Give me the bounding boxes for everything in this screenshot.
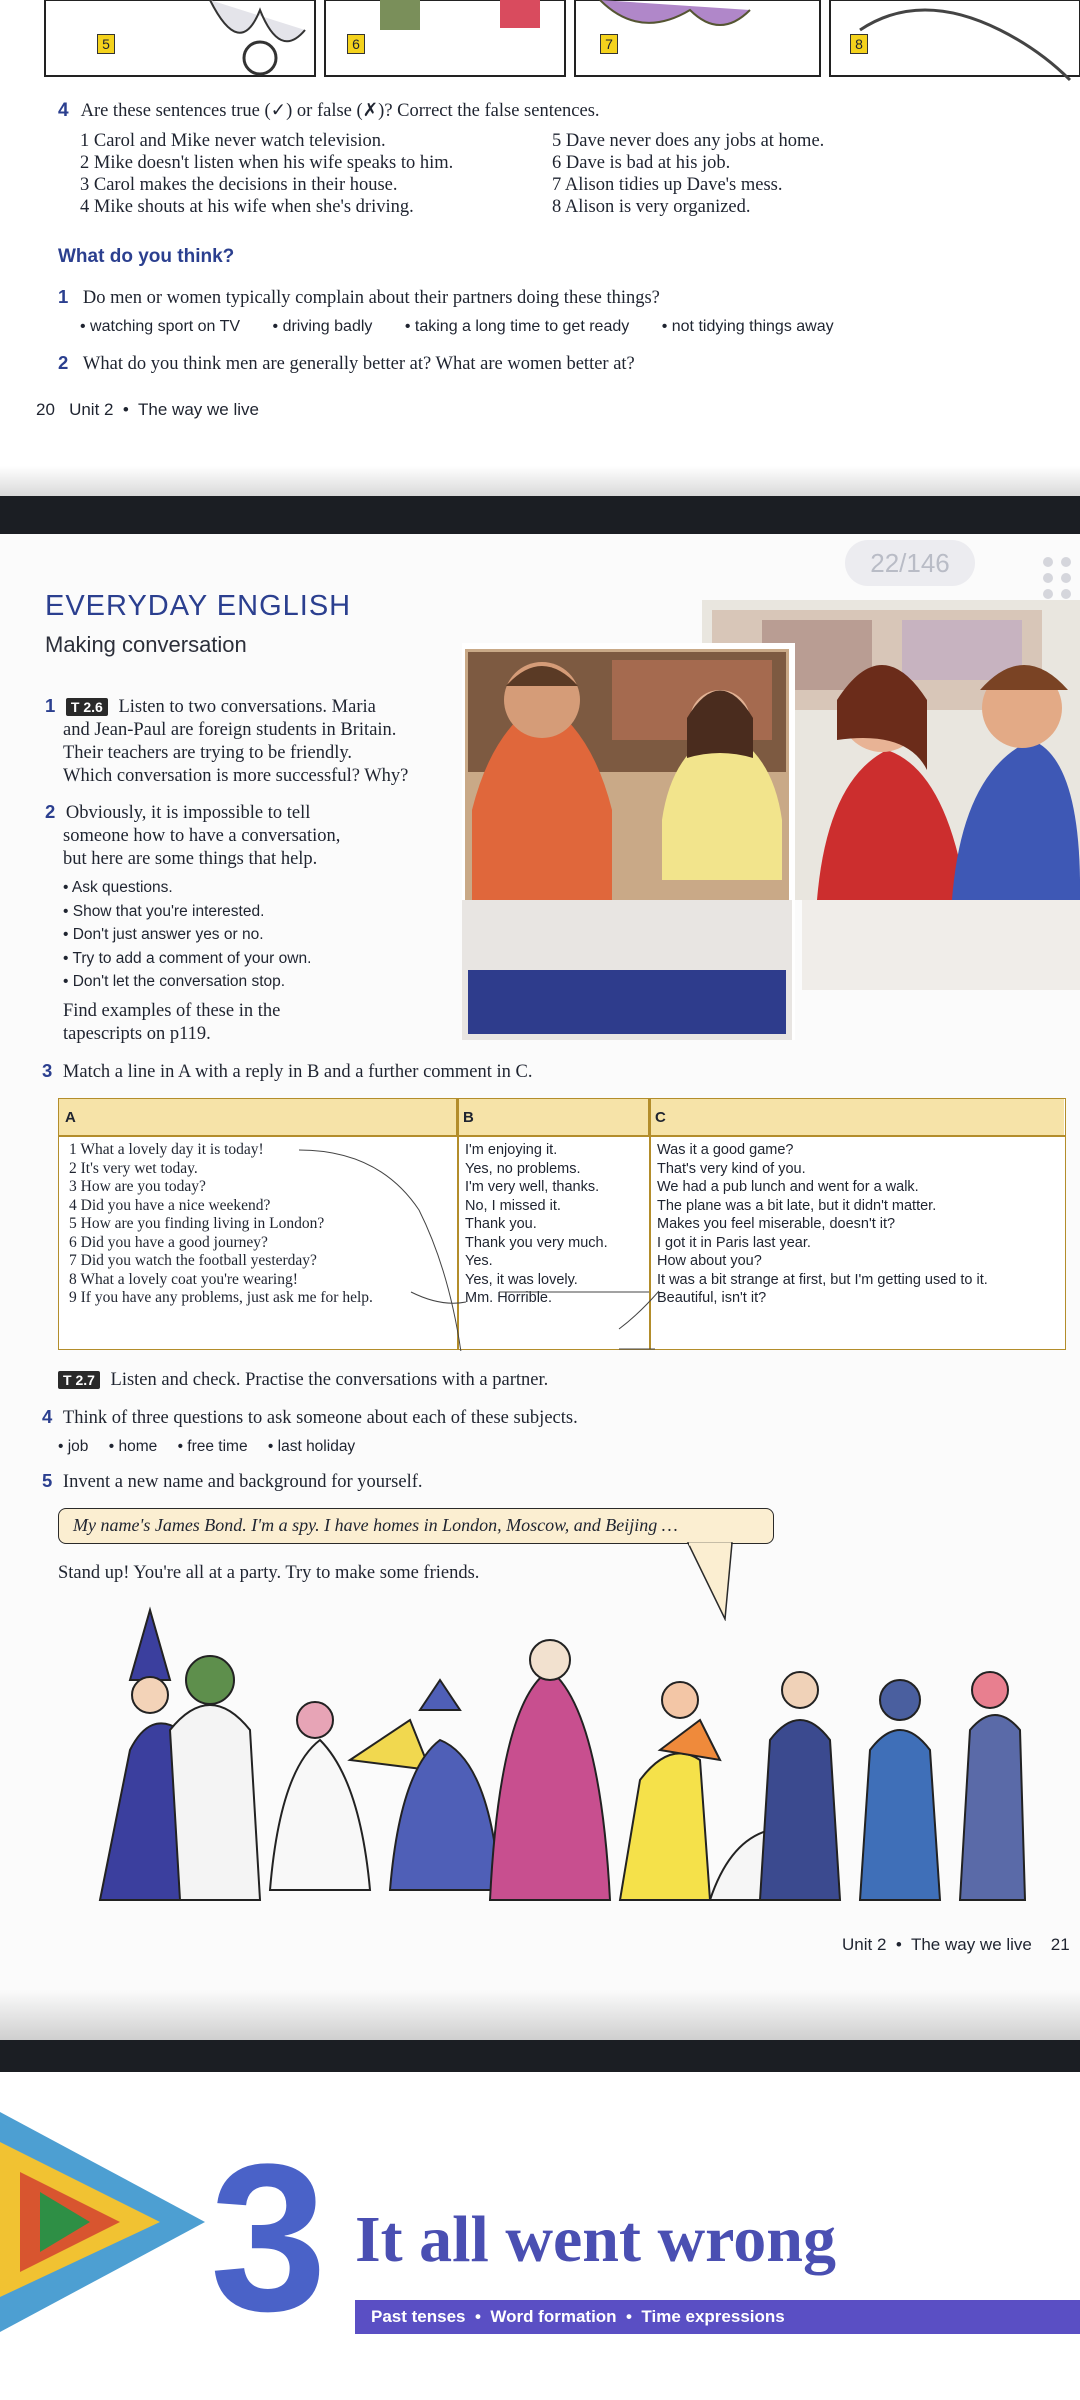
example-match-lines: [59, 1099, 1067, 1351]
page-separator: [0, 496, 1080, 534]
exercise-5: [42, 1470, 423, 1493]
exercise-text: tapescripts on p119.: [63, 1024, 211, 1044]
party-instruction: Stand up! You're all at a party. Try to make some friends.: [58, 1563, 480, 1583]
table-cell: 7 Did you watch the football yesterday?: [69, 1252, 317, 1269]
exercise-text: Listen to two conversations. Maria: [118, 697, 376, 717]
exercise-4-mid: [42, 1406, 578, 1429]
picture-number-8: 8: [850, 34, 868, 54]
table-cell: We had a pub lunch and went for a walk.: [657, 1179, 919, 1195]
column-header-b: B: [457, 1099, 649, 1135]
table-cell: 5 How are you finding living in London?: [69, 1215, 325, 1232]
exercise-3-header: [42, 1060, 533, 1083]
unit-opener-artwork: [0, 2082, 220, 2332]
exercise-number: 4: [42, 1406, 53, 1427]
table-cell: 3 How are you today?: [69, 1178, 206, 1195]
audio-track-badge[interactable]: T 2.6: [66, 698, 108, 716]
section-title: EVERYDAY ENGLISH: [45, 590, 352, 622]
wdyt-question-1: [58, 286, 660, 309]
exercise-number: 3: [42, 1060, 53, 1081]
table-cell: That's very kind of you.: [657, 1160, 806, 1177]
table-cell: I'm enjoying it.: [465, 1142, 558, 1158]
exercise-text: Find examples of these in the: [63, 1001, 281, 1021]
exercise-instruction: Match a line in A with a reply in B and a further comment in C.: [62, 1062, 533, 1082]
picture-number-5: 5: [97, 34, 115, 54]
exercise-number: 1: [45, 695, 56, 716]
table-cell: Thank you very much.: [465, 1234, 608, 1251]
party-illustration: [60, 1600, 1060, 1910]
table-cell: 2 It's very wet today.: [69, 1159, 198, 1177]
section-subtitle: Making conversation: [45, 632, 247, 657]
list-item: 3 Carol makes the decisions in their house.: [80, 175, 398, 195]
listen-and-check: [58, 1370, 548, 1391]
exercise-2: [45, 800, 340, 871]
speech-bubble: My name's James Bond. I'm a spy. I have homes in London, Moscow, and Beijing …: [58, 1508, 774, 1544]
page-footer-20: 20 Unit 2 • The way we live: [36, 400, 259, 419]
table-cell: 8 What a lovely coat you're wearing!: [69, 1270, 298, 1288]
list-item: 5 Dave never does any jobs at home.: [552, 131, 825, 151]
exercise-4-left-list: [80, 130, 453, 218]
exercise-4-header: [58, 100, 600, 122]
table-cell: Makes you feel miserable, doesn't it?: [657, 1216, 896, 1232]
bullet-item: • driving badly: [272, 318, 373, 335]
grid-menu-icon[interactable]: [1040, 556, 1076, 605]
bullet-item: • free time: [177, 1438, 248, 1455]
picture-number-6: 6: [347, 34, 365, 54]
exercise-instruction: Think of three questions to ask someone about each of these subjects.: [62, 1408, 578, 1428]
question-text: Do men or women typically complain about their partners doing these things?: [82, 288, 660, 308]
page-edge-shadow: [0, 1990, 1080, 2040]
table-cell: Yes, no problems.: [465, 1160, 581, 1177]
exercise-1-line: [45, 694, 408, 719]
page-counter: 22/146: [845, 540, 975, 586]
unit-title: It all went wrong: [355, 2203, 836, 2276]
find-examples-text: [63, 1000, 280, 1046]
table-cell: I'm very well, thanks.: [465, 1179, 600, 1195]
bottom-page: [0, 2072, 1080, 2400]
table-cell: 6 Did you have a good journey?: [69, 1233, 268, 1251]
list-item: 4 Mike shouts at his wife when she's driving.: [80, 197, 414, 217]
top-page: [0, 0, 1080, 470]
question-number: 2: [58, 352, 69, 373]
list-item: 1 Carol and Mike never watch television.: [80, 131, 386, 151]
list-item: • Show that you're interested.: [63, 902, 265, 920]
exercise-instruction: Invent a new name and background for yourself.: [62, 1472, 423, 1492]
table-cell: 9 If you have any problems, just ask me for help.: [69, 1289, 373, 1306]
table-cell: Thank you.: [465, 1216, 537, 1232]
audio-track-badge[interactable]: T 2.7: [58, 1371, 100, 1389]
exercise-text: Listen and check. Practise the conversations with a partner.: [110, 1370, 549, 1390]
list-item: • Ask questions.: [63, 879, 173, 896]
bullet-item: • job: [58, 1438, 89, 1455]
exercise-text: Obviously, it is impossible to tell: [65, 803, 311, 823]
table-cell: How about you?: [657, 1253, 762, 1269]
table-cell: 1 What a lovely day it is today!: [69, 1141, 264, 1158]
list-item: 8 Alison is very organized.: [552, 197, 751, 217]
exercise-instruction: Are these sentences true (✓) or false (✗)? Correct the false sentences.: [80, 101, 600, 121]
wdyt-bullets: [80, 318, 862, 336]
exercise-2-line: [45, 800, 340, 825]
exercise-text: someone how to have a conversation,: [63, 826, 341, 846]
list-item: • Try to add a comment of your own.: [63, 949, 312, 967]
question-number: 1: [58, 286, 69, 307]
exercise-number: 2: [45, 801, 56, 822]
unit-subtitle-bar: Past tenses • Word formation • Time expressions: [355, 2300, 1080, 2334]
table-cell: The plane was a bit late, but it didn't matter.: [657, 1197, 937, 1214]
match-table: [58, 1098, 1066, 1350]
exercise-4-right-list: [552, 130, 824, 218]
list-item: 2 Mike doesn't listen when his wife speaks to him.: [80, 153, 454, 173]
bullet-item: • not tidying things away: [661, 318, 834, 335]
table-cell: I got it in Paris last year.: [657, 1234, 811, 1251]
table-cell: It was a bit strange at first, but I'm getting used to it.: [657, 1271, 988, 1288]
subjects-list: [58, 1438, 371, 1456]
column-header-a: A: [59, 1099, 457, 1135]
table-cell: Yes, it was lovely.: [465, 1271, 578, 1288]
table-cell: Beautiful, isn't it?: [657, 1290, 767, 1306]
wdyt-question-2: [58, 352, 635, 375]
bullet-item: • last holiday: [267, 1438, 356, 1455]
exercise-number: 4: [58, 100, 69, 121]
exercise-text: but here are some things that help.: [63, 849, 318, 869]
bullet-item: • taking a long time to get ready: [404, 318, 630, 335]
picture-number-7: 7: [600, 34, 618, 54]
page-footer-21: Unit 2 • The way we live 21: [842, 1935, 1070, 1954]
list-item: 7 Alison tidies up Dave's mess.: [552, 175, 783, 195]
bullet-item: • home: [108, 1438, 158, 1455]
illustration-strip: [0, 0, 1080, 86]
exercise-text: Which conversation is more successful? Why?: [63, 766, 409, 786]
page-edge-shadow: [0, 466, 1080, 496]
question-text: What do you think men are generally better at? What are women better at?: [82, 354, 635, 374]
list-item: 6 Dave is bad at his job.: [552, 153, 731, 173]
unit-number: 3: [210, 2120, 327, 2355]
table-cell: 4 Did you have a nice weekend?: [69, 1196, 271, 1214]
list-item: • Don't just answer yes or no.: [63, 926, 264, 943]
column-header-c: C: [649, 1099, 1064, 1135]
conversation-tips-list: [63, 876, 311, 994]
what-do-you-think-heading: What do you think?: [58, 246, 235, 267]
exercise-number: 5: [42, 1470, 53, 1491]
table-cell: No, I missed it.: [465, 1197, 561, 1214]
table-cell: Yes.: [465, 1253, 493, 1269]
photo-students-conversation: [462, 600, 1080, 1040]
list-item: • Don't let the conversation stop.: [63, 973, 286, 990]
bullet-item: • watching sport on TV: [80, 318, 241, 335]
exercise-1: [45, 694, 408, 788]
table-cell: Was it a good game?: [657, 1142, 794, 1158]
table-cell: Mm. Horrible.: [465, 1290, 553, 1306]
page-separator: [0, 2040, 1080, 2072]
exercise-text: Their teachers are trying to be friendly.: [63, 743, 353, 763]
exercise-text: and Jean-Paul are foreign students in Britain.: [63, 720, 397, 740]
